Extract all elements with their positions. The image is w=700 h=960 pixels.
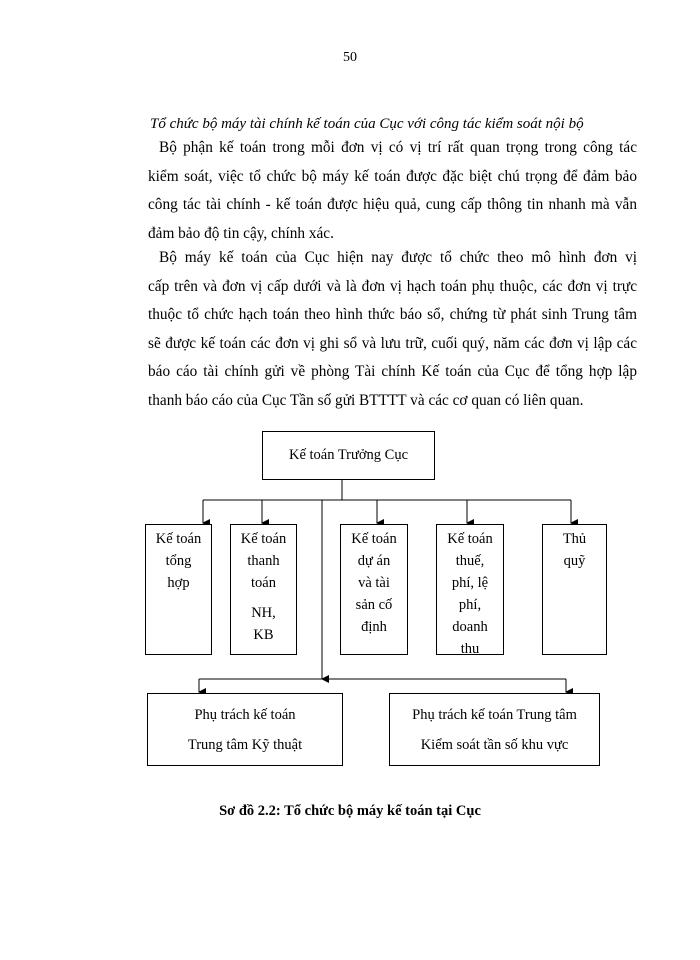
- unit-box-payment: [230, 524, 297, 655]
- unit-label: Kế toán: [447, 531, 493, 547]
- unit-label: thanh: [247, 553, 280, 569]
- diagram-caption: Sơ đồ 2.2: Tổ chức bộ máy kế toán tại Cục: [219, 803, 481, 819]
- unit-label: phí,: [458, 597, 482, 613]
- unit-label: toán: [251, 575, 276, 591]
- unit-label: Thủ: [562, 531, 587, 547]
- unit-box-projects: [340, 524, 408, 655]
- unit-box-general: [145, 524, 212, 655]
- paragraph-line: sẽ được kế toán các đơn vị ghi sổ và lưu trữ, cuối quý, năm các đơn vị lập các: [148, 334, 637, 352]
- head-label: Kế toán Trưởng Cục: [288, 447, 409, 463]
- unit-label: Kế toán: [240, 531, 287, 547]
- unit-label: định: [361, 619, 387, 635]
- center-label: Phụ trách kế toán Trung tâm: [412, 707, 577, 723]
- paragraph-line: công tác tài chính - kế toán được hiệu quả, cung cấp thông tin nhanh mà vẫn: [148, 196, 637, 213]
- unit-box-treasury: [542, 524, 607, 655]
- unit-label: và tài: [358, 575, 390, 591]
- unit-label: [231, 594, 296, 602]
- center-label: Kiểm soát tần số khu vực: [420, 737, 569, 753]
- unit-label: NH,: [251, 605, 276, 621]
- paragraph-line: cấp trên và đơn vị cấp dưới và là đơn vị hạch toán phụ thuộc, các đơn vị trực: [148, 277, 637, 295]
- unit-label: doanh: [452, 619, 488, 635]
- paragraph-line: đảm bảo độ tin cậy, chính xác.: [148, 224, 334, 242]
- unit-label: thu: [460, 641, 480, 657]
- paragraph-line: kiểm soát, việc tổ chức bộ máy kế toán được đặc biệt chú trọng để đảm bảo: [148, 167, 637, 185]
- unit-label: phí, lệ: [451, 575, 489, 591]
- unit-label: tổng: [165, 553, 192, 569]
- page-number: 50: [343, 50, 357, 65]
- section-subtitle: Tổ chức bộ máy tài chính kế toán của Cục với công tác kiểm soát nội bộ: [150, 116, 584, 132]
- paragraph-line: thanh báo cáo của Cục Tần số gửi BTTTT và các cơ quan có liên quan.: [148, 391, 584, 409]
- unit-label: hợp: [167, 575, 190, 591]
- center-label: Trung tâm Kỹ thuật: [187, 737, 303, 753]
- unit-box-tax: [436, 524, 504, 655]
- unit-label: dự án: [357, 553, 391, 569]
- unit-label: thuế,: [455, 553, 485, 569]
- unit-label: Kế toán: [155, 531, 202, 547]
- paragraph-line: Bộ máy kế toán của Cục hiện nay được tổ chức theo mô hình đơn vị: [159, 249, 637, 266]
- unit-label: sản cố: [355, 597, 393, 613]
- unit-label: quỹ: [563, 553, 586, 569]
- head-box: [262, 431, 435, 480]
- unit-label: Kế toán: [351, 531, 397, 547]
- center-label: Phụ trách kế toán: [194, 707, 296, 723]
- paragraph-line: thuộc tổ chức hạch toán theo hình thức báo sổ, chứng từ phát sinh Trung tâm: [148, 306, 637, 323]
- center-box-frequency: [389, 693, 600, 766]
- unit-label: KB: [253, 627, 274, 643]
- paragraph-line: báo cáo tài chính gửi về phòng Tài chính Kế toán của Cục để tổng hợp lập: [148, 363, 637, 380]
- paragraph-line: Bộ phận kế toán trong mỗi đơn vị có vị trí rất quan trọng trong công tác: [159, 139, 637, 156]
- center-box-technical: [147, 693, 343, 766]
